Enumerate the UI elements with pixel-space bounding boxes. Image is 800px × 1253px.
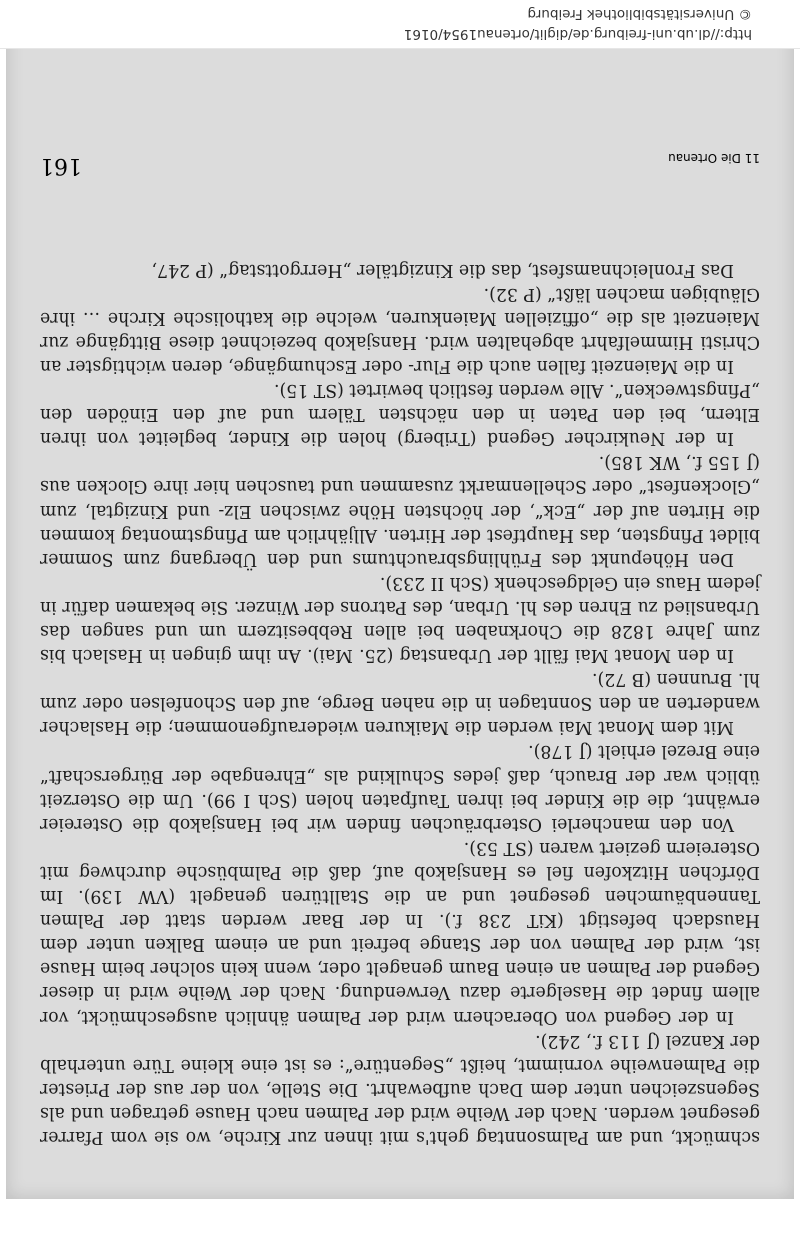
paragraph-9: Das Fronleichnamsfest, das die Kinzigtäler „Herrgottstag“ (P 247, xyxy=(151,259,734,280)
body-text xyxy=(40,258,760,1149)
copyright-notice: © Universitätsbibliothek Freiburg xyxy=(527,6,752,22)
paragraph-2: In der Gegend von Oberachern wird der Palmen ähnlich ausgeschmückt, vor allem findet die Haselgerte dazu Verwendung. Nach der Weihe wird in dieser Gegend der Palmen an einen Baum genagelt oder, wenn kein solcher beim Hause ist, wird der Palmen von der Stange befreit und an einem Balken unter dem Hausdach befestigt (KiT 238 f.). In der Baar werden statt der Palmen Tannenbäumchen gesegnet und an die Stalltüren genagelt (VW 139). Im Dörfchen Hitzkofen fiel es Hansjakob auf, daß die Palmbüsche durchweg mit Ostereiern geziert waren (ST 53). xyxy=(40,837,760,1027)
running-head: 11 Die Ortenau xyxy=(668,151,760,165)
page-number: 161 xyxy=(40,153,82,178)
paragraph-3: Von den mancherlei Osterbräuchen finden wir bei Hansjakob die Ostereier erwähnt, die die Kinder bei ihren Taufpaten holen (Sch I 99). Um die Osterzeit üblich war der Brauch, daß jedes Schulkind als „Ehrengabe der Bürgerschaft“ eine Brezel erhielt (J 178). xyxy=(40,741,760,834)
paragraph-8: In die Maienzeit fallen auch die Flur- oder Eschumgänge, deren wichtigster an Christi Himmelfahrt abgehalten wird. Hansjakob bezeichnet diese Bittgänge zur Maienzeit als die „offiziellen Maienkuren, welche die katholische Kirche … ihre Gläubigen machen läßt“ (P 32). xyxy=(40,283,760,376)
source-bar xyxy=(0,0,800,49)
source-url[interactable]: http://dl.ub.uni-freiburg.de/diglit/ortenau1954/0161 xyxy=(403,26,752,42)
paragraph-4: Mit dem Monat Mai werden die Maikuren wiederaufgenommen; die Haslacher wanderten an den Sonntagen in die nahen Berge, auf den Schonfelsen oder zum hl. Brunnen (B 72). xyxy=(40,669,760,738)
paragraph-1: schmückt, und am Palmsonntag geht's mit ihnen zur Kirche, wo sie vom Pfarrer gesegnet werden. Nach der Weihe wird der Palmen nach Hause getragen und als Segenszeichen unter dem Dach aufbewahrt. Die Stelle, von der aus der Priester die Palmenweihe vornimmt, heißt „Segentüre“: es ist eine kleine Türe unterhalb der Kanzel (J 113 f., 242). xyxy=(40,1030,760,1147)
paragraph-6: Den Höhepunkt des Frühlingsbrauchtums und den Übergang zum Sommer bildet Pfingsten, das Hauptfest der Hirten. Alljährlich am Pfingstmontag kommen die Hirten auf der „Eck“, der höchsten Höhe zwischen Elz- und Kinzigtal, zum „Glockenfest“ oder Schellenmarkt zusammen und tauschen hier ihre Glocken aus (J 155 f., WK 185). xyxy=(40,452,760,569)
paragraph-7: In der Neukircher Gegend (Triberg) holen die Kinder, begleitet von ihren Eltern, bei den Paten in den nächsten Tälern und auf den Einöden den „Pfingstwecken“. Alle werden festlich bewirtet (ST 15). xyxy=(40,380,760,449)
paragraph-5: In den Monat Mai fällt der Urbanstag (25. Mai). An ihm gingen in Haslach bis zum Jahre 1828 die Chorknaben bei allen Rebbesitzern um und sangen das Urbanslied zu Ehren des hl. Urban, des Patrons der Winzer. Sie bekamen dafür in jedem Haus ein Geldgeschenk (Sch II 233). xyxy=(40,572,760,666)
